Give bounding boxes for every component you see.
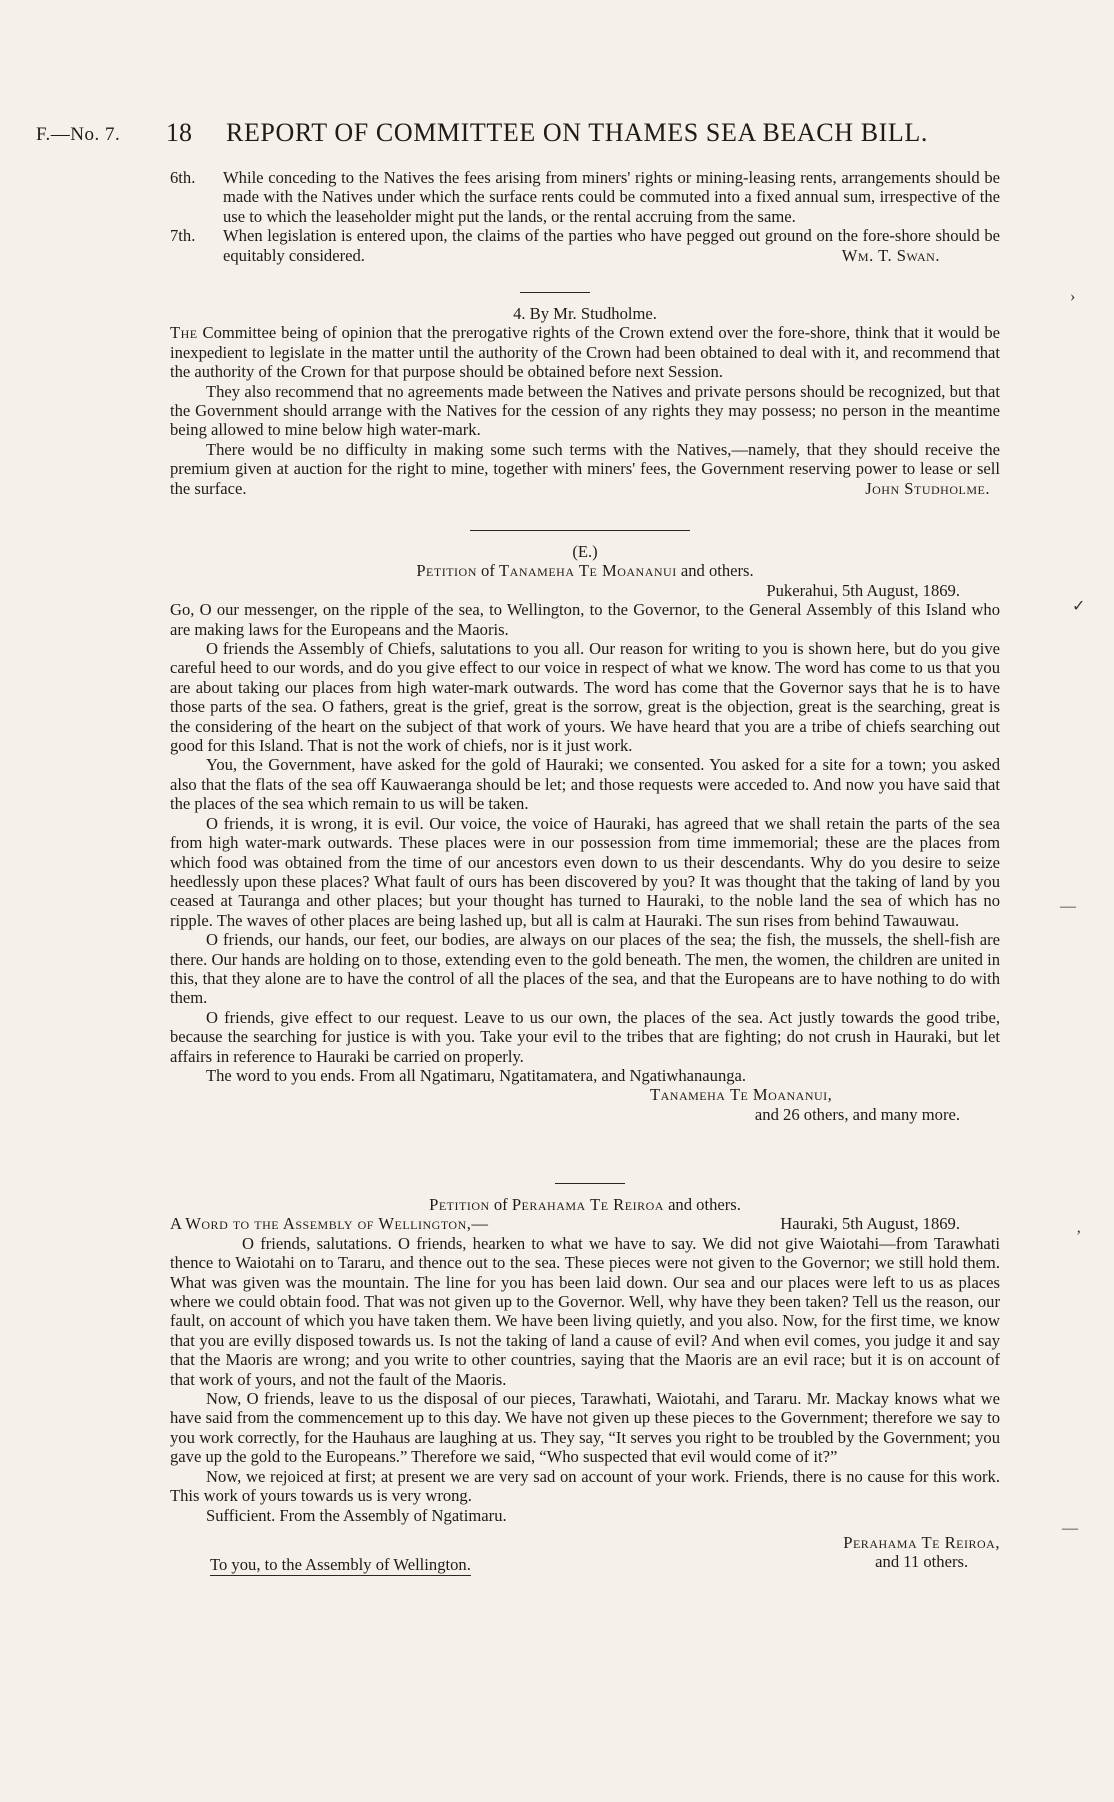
petition-heading: Petition of Perahama Te Reiroa and others. [429,1195,741,1214]
swan-report [170,168,1000,265]
appendix-label: (E.) [572,542,598,561]
petition-tanameha [170,542,1000,1124]
recommendation-7: 7th. When legislation is entered upon, the claims of the parties who have pegged out ground on the fore-shore should be equitably considered. [170,226,1000,265]
recommendation-6: 6th. While conceding to the Natives the fees arising from miners' rights or mining-leasing rents, arrangements should be made with the Natives under which the surface rents could be commuted into a fixed annual sum, irrespective of the use to which the leaseholder might put the lands, or the rental accruing from the same. [170,168,1000,226]
margin-mark: › [1070,288,1076,305]
petition-paragraph-1: Go, O our messenger, on the ripple of the sea, to Wellington, to the Governor, to the General Assembly of this Island who are making laws for the Europeans and the Maoris. [170,600,1000,639]
page-title: REPORT OF COMMITTEE ON THAMES SEA BEACH BILL. [226,118,928,147]
petition-paragraph-3: You, the Government, have asked for the gold of Hauraki; we consented. You asked for a site for a town; you asked also that the flats of the sea off Kauwaeranga should be let; and those requests were acceded to. And now you have said that the places of the sea which remain to us will be taken. [170,755,1000,814]
petition-signature-note: and 11 others. [875,1552,969,1572]
margin-mark: — [1062,1520,1078,1537]
petition-signature: Tanameha Te Moananui, [650,1085,833,1105]
petition-heading: Petition of Tanameha Te Moananui and others. [416,561,754,581]
page-header [36,116,1036,150]
margin-mark: ’ [1076,1228,1082,1245]
address-line: A Word to the Assembly of Wellington,— Hauraki, 5th August, 1869. [170,1214,960,1234]
place-date: Pukerahui, 5th August, 1869. [766,580,960,600]
studholme-paragraph-2: They also recommend that no agreements made between the Natives and private persons should be recognized, but that the Government should arrange with the Natives for the cession of any rights they may possess; no person in the meantime being allowed to mine below high water-mark. [170,381,1000,440]
section-divider [555,1183,625,1184]
paper-reference: F.—No. 7. [36,124,121,145]
petition-paragraph-2: Now, O friends, leave to us the disposal of our pieces, Tarawhati, Waiotahi, and Tararu. Mr. Mackay knows what we have said from the commencement up to this day. We have not given up these pieces to the Government; therefore we say to you work correctly, for the Hauhaus are laughing at us. They say, “It serves you right to be troubled by the Government; you gave up the gold to the Europeans.” Therefore we said, “Who suspected that evil would come of it?” [170,1389,1000,1467]
section-divider [470,530,690,531]
petition-paragraph-5: O friends, our hands, our feet, our bodies, are always on our places of the sea; the fish, the mussels, the shell-fish are there. Our hands are holding on to those, extending even to the gold beneath. The men, the women, the children are united in this, that they alone are to have the control of all the places of the sea, and that the Europeans are to have nothing to do with them. [170,930,1000,1008]
petition-paragraph-4: Sufficient. From the Assembly of Ngatimaru. [206,1505,507,1525]
studholme-heading: 4. By Mr. Studholme. [513,304,657,323]
petition-signature-note: and 26 others, and many more. [754,1104,960,1124]
studholme-paragraph-1: The Committee being of opinion that the prerogative rights of the Crown extend over the fore-shore, think that it would be inexpedient to legislate in the matter until the authority of the Crown had been obtained to deal with it, and recommend that the authority of the Crown for that purpose should be obtained before next Session. [170,323,1000,382]
petition-paragraph-1: O friends, salutations. O friends, hearken to what we have to say. We did not give Waiotahi—from Tarawhati thence to Waiotahi on to Tararu, and thence out to the sea. These pieces were not given to the Governor; we still hold them. What was given was the mountain. The line for you has been laid down. Our sea and our places were left to us as places where we could obtain food. That was not given up to the Governor. Well, why have they been taken? Tell us the reason, our fault, on account of which you have taken them. We have been living quietly, and you also. Now, for the first time, we know that you are evilly disposed towards us. Is not the taking of land a cause of evil? And when evil comes, you judge it and say that the Maoris are wrong; and you write to other countries, saying that the Maoris are an evil race; but it is on account of that work of yours, and not the fault of the Maoris. [170,1233,1000,1389]
page-number: 18 [166,118,192,147]
closing-address: To you, to the Assembly of Wellington. [210,1554,471,1574]
studholme-paragraph-3: There would be no difficulty in making some such terms with the Natives,—namely, that they should receive the premium given at auction for the right to mine, together with miners' fees, the Government reserving power to lease or sell the surface. [170,439,1000,498]
margin-mark: ✓ [1072,598,1086,615]
petition-paragraph-7: The word to you ends. From all Ngatimaru, Ngatitamatera, and Ngatiwhanaunga. [206,1065,747,1085]
closing-row [170,1533,1000,1574]
studholme-report [170,304,1000,498]
petition-perahama [170,1195,1000,1574]
studholme-signature: John Studholme. [865,478,990,498]
petition-signature: Perahama Te Reiroa, [843,1532,1000,1552]
petition-paragraph-3: Now, we rejoiced at first; at present we are very sad on account of your work. Friends, there is no cause for this work. This work of yours towards us is very wrong. [170,1466,1000,1506]
petition-paragraph-4: O friends, it is wrong, it is evil. Our voice, the voice of Hauraki, has agreed that we shall retain the parts of the sea from high water-mark outwards. These places were in our possession from time immemorial; these are the places from which food was obtained from the time of our ancestors even down to us their descendants. Why do you desire to seize heedlessly upon these places? What fault of ours has been discovered by you? It was thought that the taking of land by you ceased at Tauranga and other places; but your thought has turned to Hauraki, to the noble land the sea of which has no ripple. The waves of other places are being lashed up, but all is calm at Hauraki. The sun rises from behind Tawauwau. [170,813,1000,930]
petition-paragraph-6: O friends, give effect to our request. Leave to us our own, the places of the sea. Act justly towards the good tribe, because the searching for justice is with you. Take your evil to the tribes that are fighting; do not crush in Hauraki, but let affairs in reference to Hauraki be carried on properly. [170,1007,1000,1066]
swan-signature: Wm. T. Swan. [841,245,940,265]
section-divider [520,292,590,293]
margin-mark: — [1060,898,1076,915]
petition-paragraph-2: O friends the Assembly of Chiefs, salutations to you all. Our reason for writing to you is shown here, but do you give careful heed to our words, and do you give effect to our voice in respect of what we know. The word has come to us that you are about taking our places from high water-mark outwards. The word has come that the Governor says that he is to have those parts of the sea. O fathers, great is the grief, great is the sorrow, great is the objection, great is the searching, great is the considering of the heart on the subject of that work of yours. We have heard that you are a tribe of chiefs searching out good for this Island. That is not the work of chiefs, nor is it just work. [170,639,1000,756]
